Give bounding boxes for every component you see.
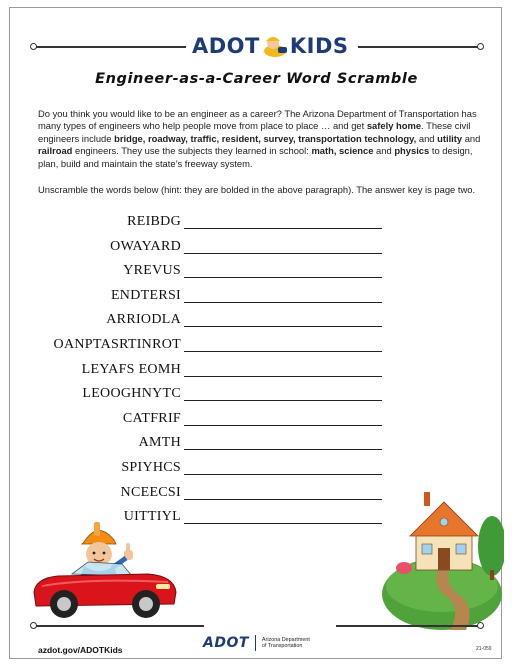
- logo-kids-text: KIDS: [289, 34, 349, 58]
- header-dot-right: [477, 43, 484, 50]
- answer-line[interactable]: [184, 474, 382, 475]
- house-illustration: [380, 490, 504, 630]
- footer-dot-right: [477, 622, 484, 629]
- answer-line[interactable]: [184, 400, 382, 401]
- footer-rule-left: [34, 625, 204, 627]
- answer-line[interactable]: [184, 277, 382, 278]
- scrambled-word: LEOOGHNYTC: [82, 386, 181, 402]
- scrambled-word: AMTH: [138, 435, 181, 451]
- bold-term: safely home: [366, 120, 422, 132]
- mascot-icon: [261, 33, 289, 59]
- logo-adot-text: ADOT: [192, 34, 260, 58]
- answer-line[interactable]: [184, 302, 382, 303]
- word-row: [10, 236, 503, 261]
- footer-logo-text: ADOT: [203, 635, 249, 651]
- scrambled-word: CATFRIF: [122, 410, 181, 426]
- word-list: [10, 211, 503, 531]
- instructions-text: Unscramble the words below (hint: they are bolded in the above paragraph). The answer key is page two.: [38, 184, 476, 195]
- bold-term: bridge, roadway, traffic, resident, survey, transportation technology,: [114, 132, 417, 144]
- answer-line[interactable]: [184, 376, 382, 377]
- footer-dept-name: Arizona Department of Transportation: [261, 637, 310, 649]
- worksheet-page: [9, 7, 502, 659]
- car-illustration: [28, 516, 178, 624]
- word-row: [10, 408, 503, 433]
- document-code: 21-059: [476, 646, 492, 652]
- scrambled-word: OANPTASRTINROT: [53, 336, 181, 352]
- bold-term: physics: [394, 145, 430, 157]
- answer-line[interactable]: [184, 228, 382, 229]
- word-row: [10, 383, 503, 408]
- header-dot-left: [30, 43, 37, 50]
- scrambled-word: REIBDG: [127, 214, 181, 229]
- word-row: [10, 457, 503, 482]
- scrambled-word: LEYAFS EOMH: [81, 361, 181, 377]
- answer-line[interactable]: [184, 425, 382, 426]
- word-row: [10, 285, 503, 310]
- word-row: [10, 432, 503, 457]
- bold-term: utility: [437, 132, 463, 144]
- answer-line[interactable]: [184, 499, 382, 500]
- footer-logo-divider: [255, 635, 256, 651]
- adot-kids-logo: [192, 32, 350, 60]
- answer-line[interactable]: [184, 523, 382, 524]
- page-title: Engineer-as-a-Career Word Scramble: [95, 71, 418, 87]
- footer-url-link[interactable]: azdot.gov/ADOTKids: [38, 645, 123, 655]
- word-row: [10, 359, 503, 384]
- scrambled-word: UITTIYL: [123, 509, 181, 525]
- footer-dot-left: [30, 622, 37, 629]
- footer-rule-right: [336, 625, 481, 627]
- bold-term: railroad: [38, 145, 73, 157]
- answer-line[interactable]: [184, 351, 382, 352]
- answer-line[interactable]: [184, 253, 382, 254]
- word-row: [10, 309, 503, 334]
- scrambled-word: NCEECSI: [120, 484, 181, 500]
- adot-footer-logo: [203, 635, 322, 651]
- scrambled-word: YREVUS: [123, 263, 181, 279]
- intro-paragraph: Do you think you would like to be an engineer as a career? The Arizona Department of Transportation has many types of engineers who help people move from place to place … and get safely home. These civil engineers include bridge, roadway, traffic, resident, survey, transportation technology, and utility and railroad engineers. They use the subjects they learned in school: math, science and physics to design, plan, build and maintain the state’s freeway system.: [38, 108, 481, 169]
- header-rule-left: [34, 46, 186, 48]
- bold-term: math, science: [311, 145, 374, 157]
- scrambled-word: OWAYARD: [110, 238, 181, 254]
- answer-line[interactable]: [184, 326, 382, 327]
- scrambled-word: ENDTERSI: [110, 287, 181, 303]
- scrambled-word: ARRIODLA: [106, 312, 181, 328]
- answer-line[interactable]: [184, 449, 382, 450]
- word-row: [10, 334, 503, 359]
- word-row: [10, 211, 503, 236]
- scrambled-word: SPIYHCS: [121, 459, 181, 475]
- header-rule-right: [358, 46, 480, 48]
- word-row: [10, 260, 503, 285]
